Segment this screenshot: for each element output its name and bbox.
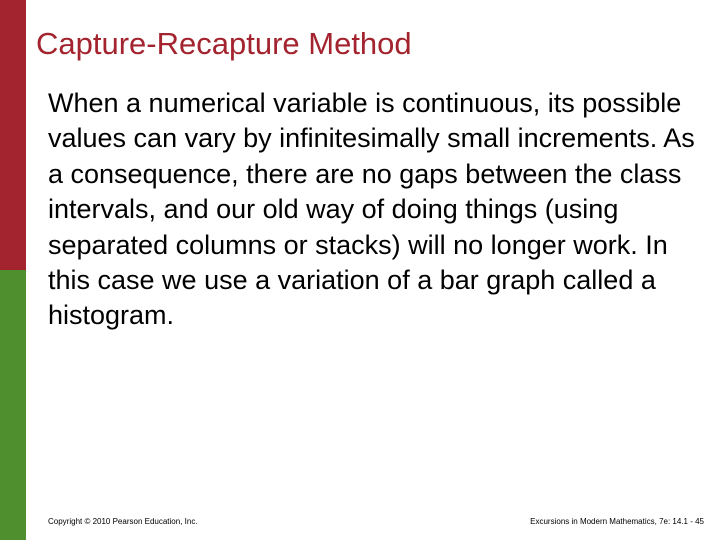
footer-book-reference: Excursions in Modern Mathematics, 7e: 14.1 - 45: [530, 517, 704, 526]
slide-body-text: When a numerical variable is continuous, its possible values can vary by infinitesimally small increments. As a consequence, there are no gaps between the class intervals, and our old way of doing things (using separated columns or stacks) will no longer work. In this case we use a variation of a bar graph called a histogram.: [48, 88, 695, 331]
slide-title: Capture-Recapture Method: [36, 26, 412, 61]
side-accent-bar-top: [0, 0, 26, 270]
footer-copyright: Copyright © 2010 Pearson Education, Inc.: [48, 517, 198, 526]
side-accent-bar-bottom: [0, 270, 26, 540]
